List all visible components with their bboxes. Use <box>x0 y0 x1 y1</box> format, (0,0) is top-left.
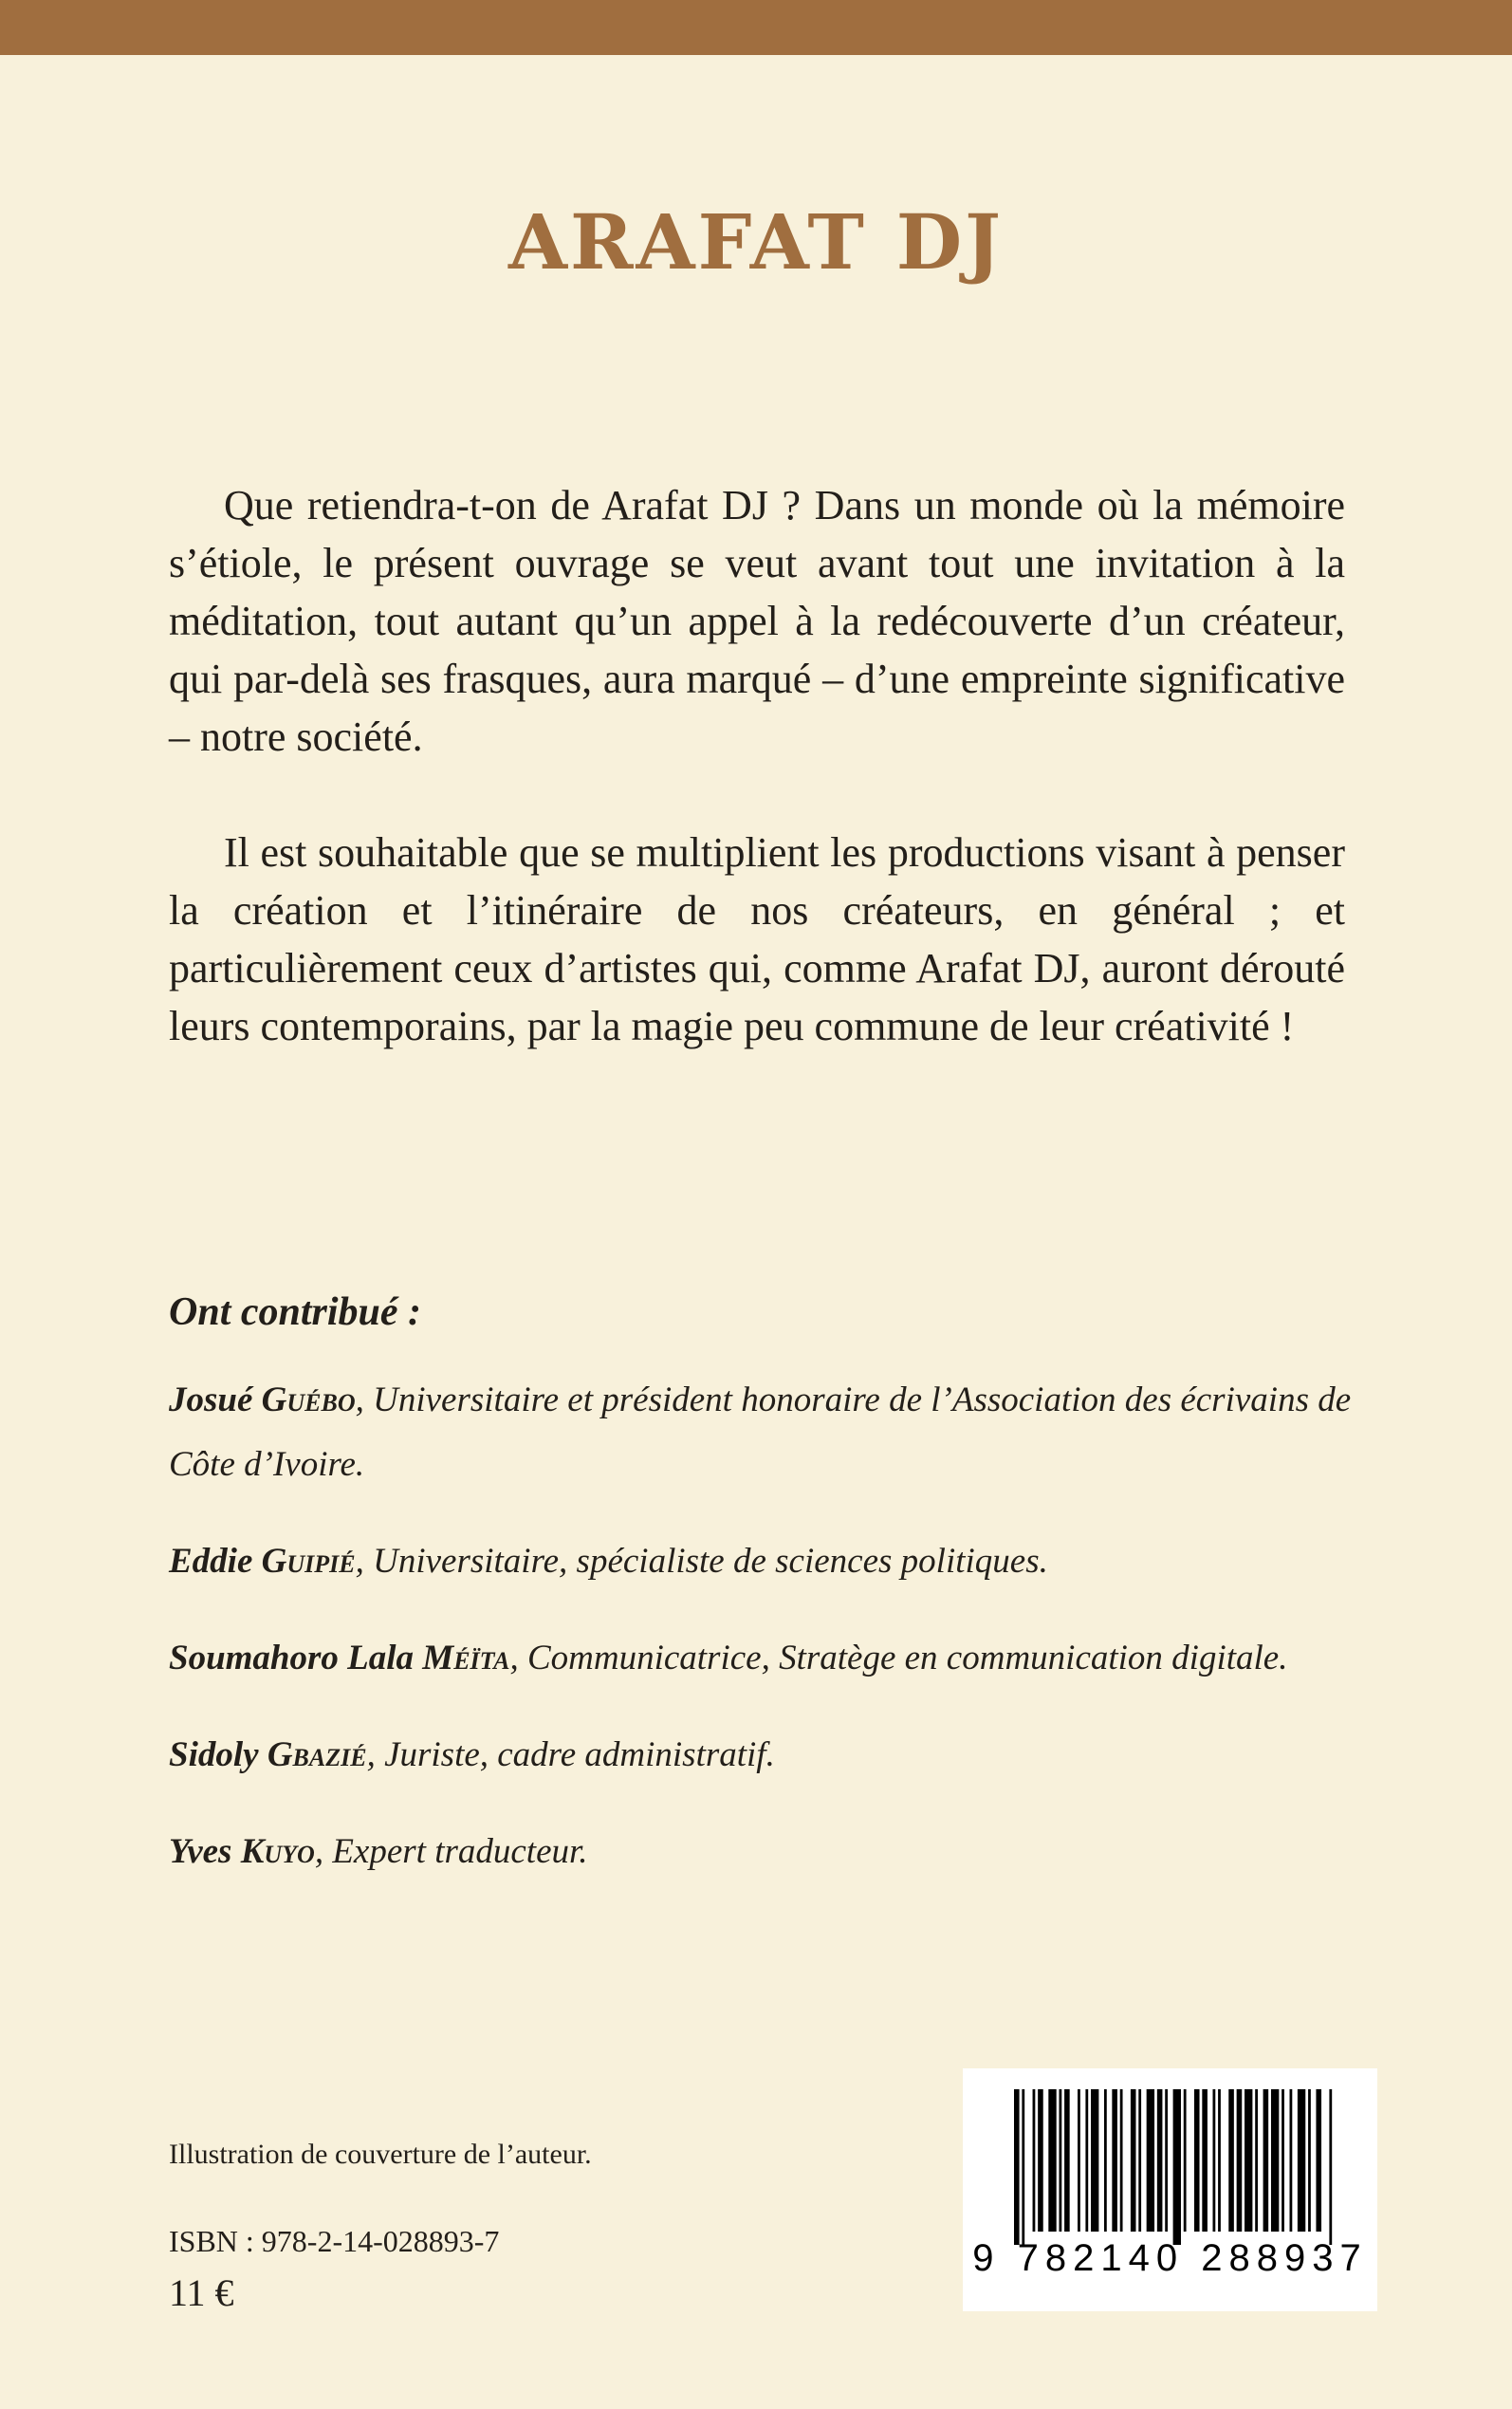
barcode-bar <box>1329 2089 1332 2245</box>
barcode-bar <box>1022 2089 1024 2245</box>
barcode-bar <box>1228 2089 1234 2232</box>
barcode-bar <box>1033 2089 1036 2232</box>
top-color-band <box>0 0 1512 55</box>
barcode-bar <box>1064 2089 1070 2232</box>
barcode-bar <box>1112 2089 1117 2232</box>
contributor-item <box>169 1368 1364 1497</box>
barcode-bar <box>1104 2089 1107 2232</box>
contributor-surname: Guipié <box>261 1542 356 1581</box>
barcode-bar <box>1290 2089 1293 2232</box>
contributor-first-name: Eddie <box>169 1542 253 1581</box>
barcode-bar <box>1218 2089 1221 2232</box>
price-label: 11 € <box>169 2271 234 2314</box>
contributor-role: , Universitaire et président honoraire de l’Association des écrivains de Côte d’Ivoire. <box>169 1381 1352 1484</box>
barcode-bar <box>1173 2089 1181 2245</box>
barcode-bar <box>1078 2089 1080 2232</box>
barcode-digits: 9 782140 288937 <box>972 2237 1368 2279</box>
barcode-bar <box>1263 2089 1269 2232</box>
contributor-role: , Expert traducteur. <box>314 1832 588 1871</box>
contributor-first-name: Josué <box>169 1381 253 1419</box>
barcode-bar <box>1157 2089 1163 2232</box>
contributor-item <box>169 1529 1364 1594</box>
contributor-surname: Kuyo <box>240 1832 315 1871</box>
contributor-role: , Communicatrice, Stratège en communication digitale. <box>509 1639 1288 1677</box>
barcode-bar <box>1091 2089 1098 2232</box>
contributor-item <box>169 1723 1364 1788</box>
barcode-bar <box>1085 2089 1088 2232</box>
barcode-bar <box>1194 2089 1200 2232</box>
contributor-role: , Juriste, cadre administratif. <box>366 1735 775 1774</box>
barcode-bar <box>1048 2089 1056 2232</box>
contributor-first-name: Soumahoro Lala <box>169 1639 415 1677</box>
illustration-credit: Illustration de couverture de l’auteur. <box>169 2139 592 2170</box>
barcode-bar <box>1316 2089 1321 2232</box>
blurb-text <box>169 476 1345 1055</box>
contributors-heading: Ont contribué : <box>169 1290 422 1334</box>
barcode-bar <box>1237 2089 1243 2232</box>
barcode-bar <box>1014 2089 1020 2245</box>
barcode-bar <box>1120 2089 1123 2232</box>
contributor-surname: Gbazié <box>267 1735 367 1774</box>
contributor-item <box>169 1820 1364 1884</box>
barcode-bar <box>1131 2089 1136 2232</box>
barcode-bar <box>1038 2089 1043 2232</box>
barcode-bar <box>1184 2089 1187 2232</box>
barcode-bar <box>1147 2089 1154 2232</box>
barcode-bar <box>1255 2089 1258 2232</box>
barcode-bar <box>1213 2089 1216 2232</box>
contributor-role: , Universitaire, spécialiste de sciences politiques. <box>355 1542 1048 1581</box>
blurb-paragraph-2: Il est souhaitable que se multiplient les productions visant à penser la création et l’itinéraire de nos créateurs, en général ; et particulièrement ceux d’artistes qui, comme Arafat DJ, auront dérouté leurs contemporains, par la magie peu commune de leur créativité ! <box>169 829 1345 1049</box>
barcode-bar <box>1245 2089 1252 2232</box>
barcode <box>963 2068 1377 2311</box>
barcode-bar <box>1138 2089 1141 2232</box>
barcode-bar <box>1059 2089 1061 2232</box>
contributor-first-name: Sidoly <box>169 1735 259 1774</box>
barcode-bar <box>1308 2089 1311 2232</box>
contributors-section <box>169 1292 1364 1917</box>
barcode-bar <box>1298 2089 1305 2232</box>
isbn-number: ISBN : 978-2-14-028893-7 <box>169 2224 500 2258</box>
contributor-first-name: Yves <box>169 1832 232 1871</box>
contributor-item <box>169 1626 1364 1691</box>
contributor-surname: Méïta <box>422 1639 510 1677</box>
barcode-bar <box>1202 2089 1208 2232</box>
barcode-bar <box>1282 2089 1284 2232</box>
barcode-bar <box>1271 2089 1279 2232</box>
book-title: ARAFAT DJ <box>507 197 1005 287</box>
barcode-bar <box>1165 2089 1168 2232</box>
contributor-surname: Guébo <box>261 1381 356 1419</box>
blurb-paragraph-1: Que retiendra-t-on de Arafat DJ ? Dans un monde où la mémoire s’étiole, le présent ouvrage se veut avant tout une invitation à la méditation, tout autant qu’un appel à la redécouverte d’un créateur, qui par-delà ses frasques, aura marqué – d’une empreinte significative – notre société. <box>169 482 1345 760</box>
